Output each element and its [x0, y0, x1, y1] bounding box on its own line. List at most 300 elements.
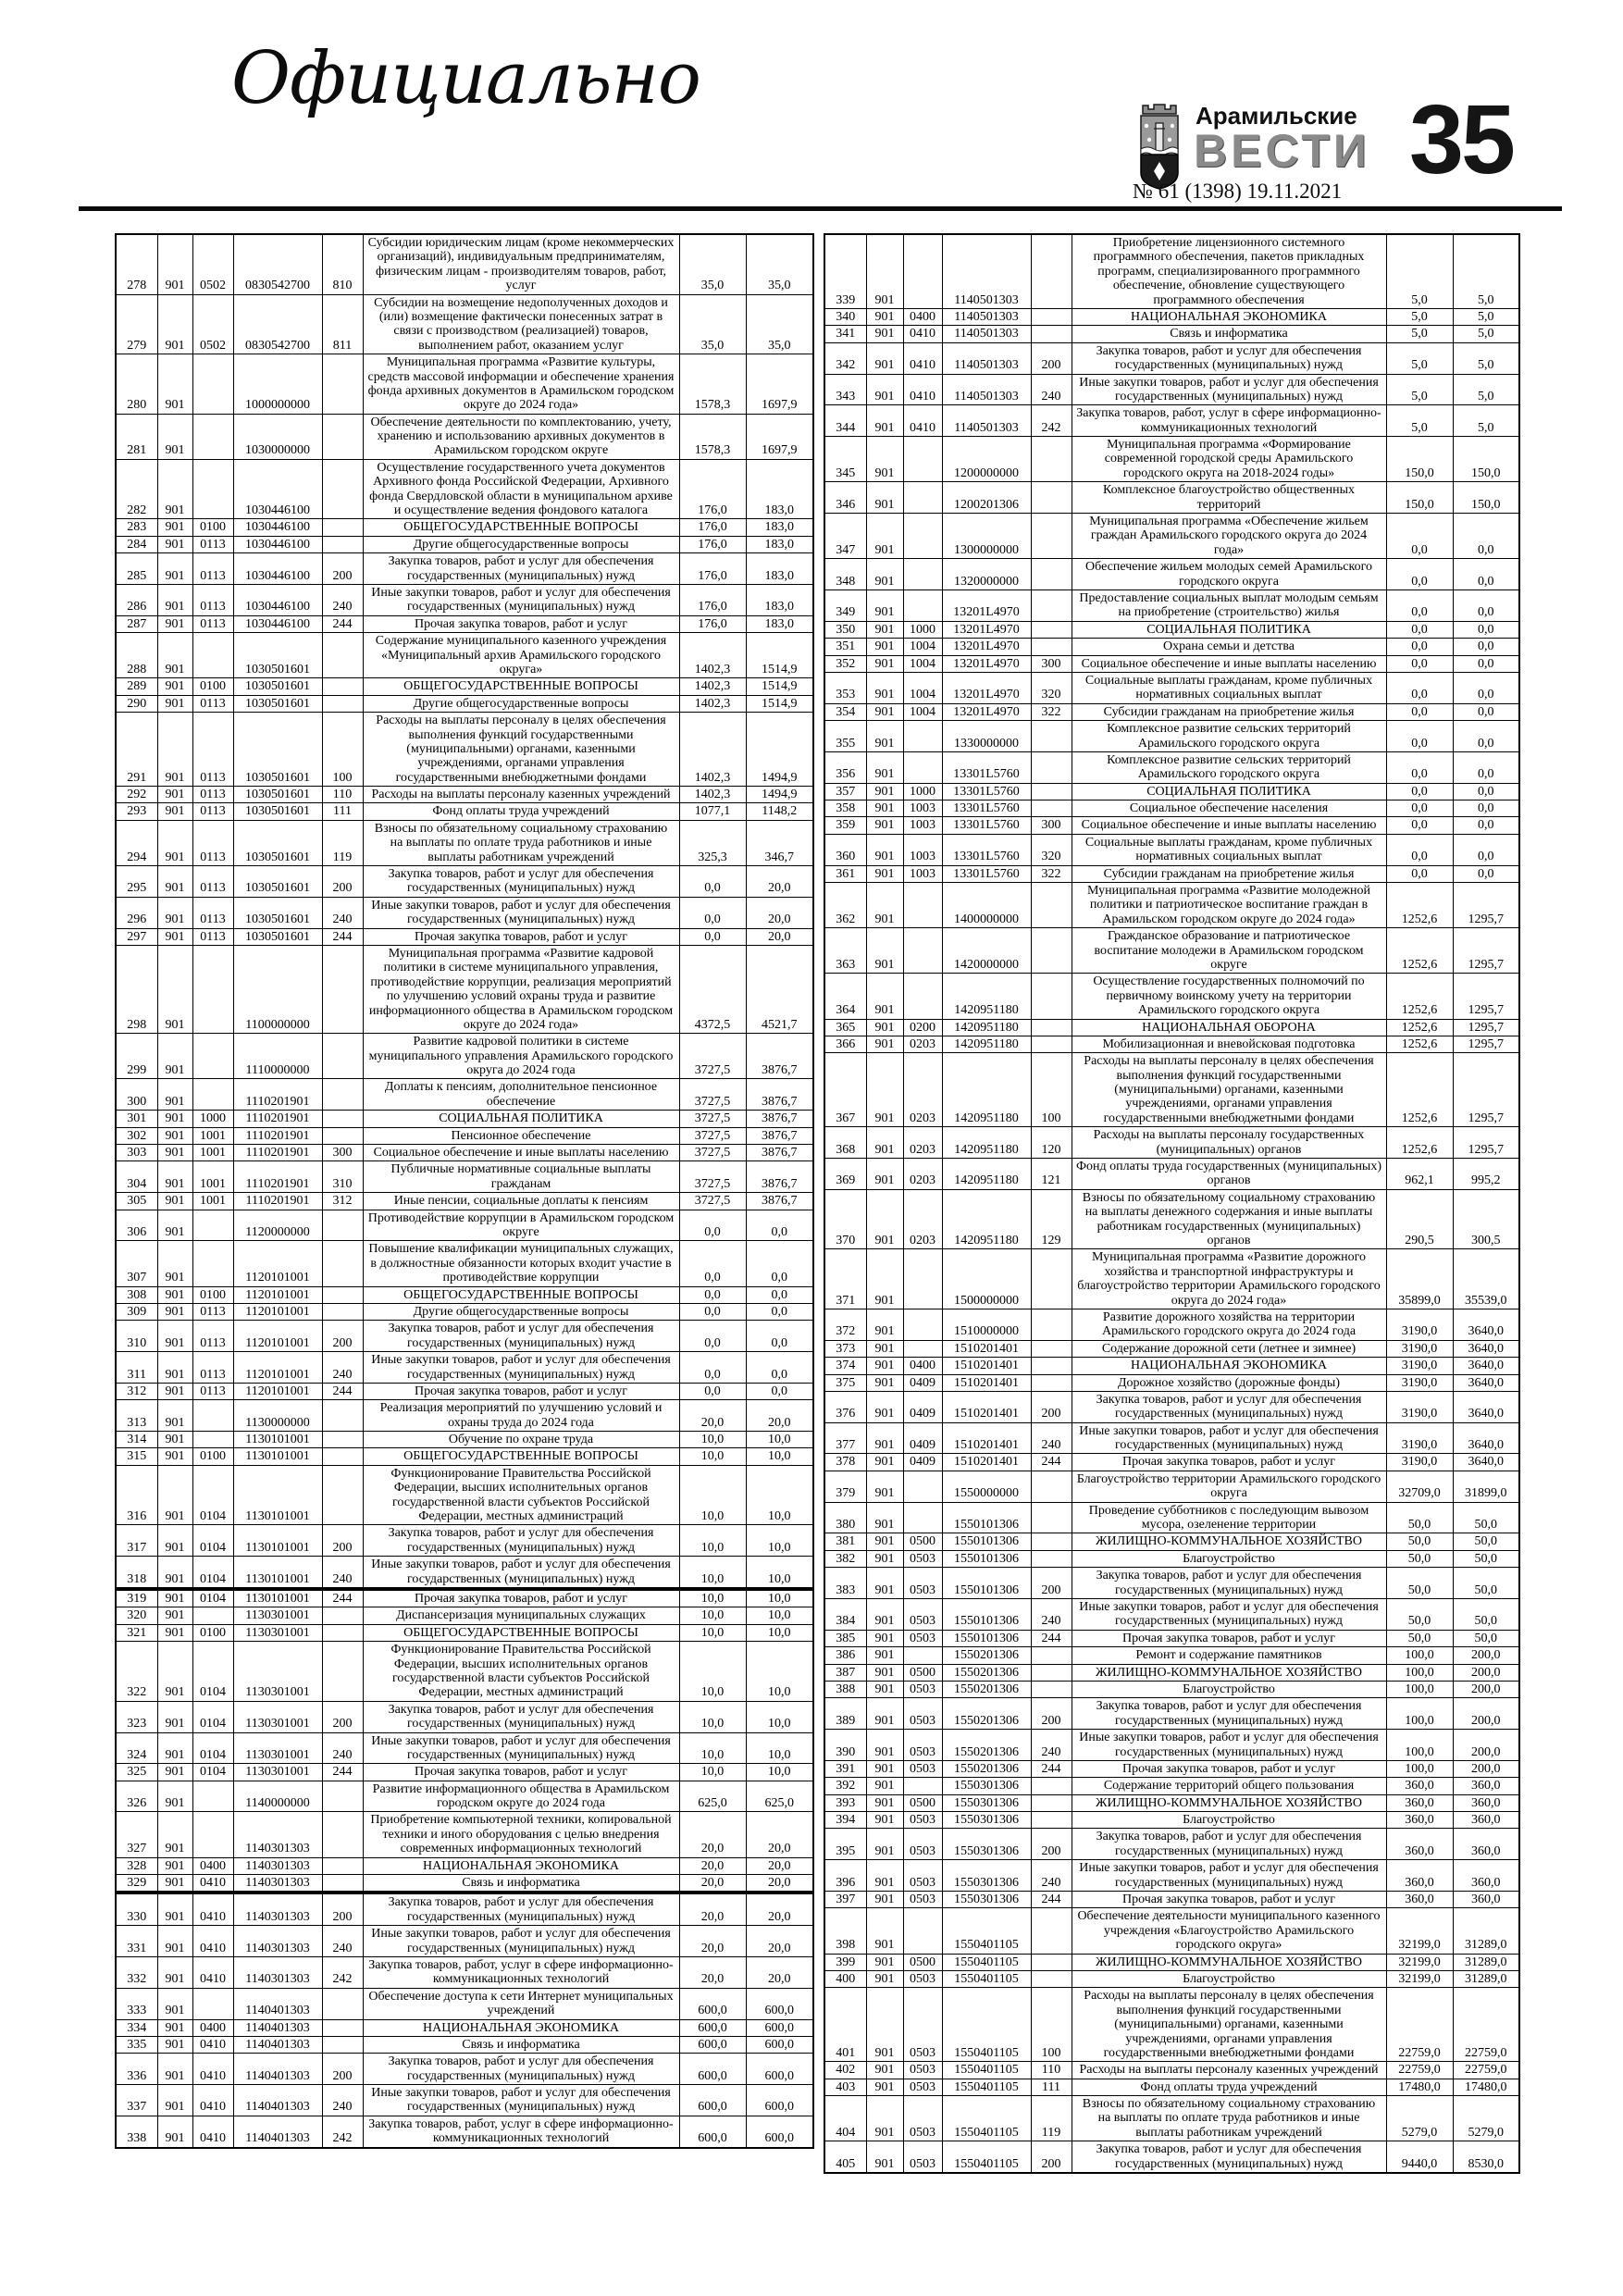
section-code-cell: 0113 — [192, 866, 233, 898]
row-number-cell: 329 — [116, 1875, 157, 1893]
target-article-cell: 1550301306 — [942, 1812, 1031, 1829]
amount-year2-cell: 20,0 — [746, 1956, 813, 1988]
target-article-cell: 1140401303 — [233, 2019, 322, 2036]
row-number-cell: 284 — [116, 536, 157, 552]
row-number-cell: 365 — [824, 1019, 866, 1036]
expense-name-cell: Обеспечение деятельности муниципального казенного учреждения «Благоустройство Арамильского городского округа» — [1072, 1908, 1386, 1954]
section-code-cell — [903, 1340, 942, 1357]
budget-table-row — [824, 1471, 1519, 1502]
expense-name-cell: Фонд оплаты труда учреждений — [363, 803, 679, 820]
grbs-code-cell: 901 — [157, 2054, 192, 2085]
row-number-cell: 371 — [824, 1249, 866, 1309]
grbs-code-cell: 901 — [157, 1303, 192, 1320]
expense-type-cell — [1031, 621, 1072, 638]
target-article-cell: 1030446100 — [233, 536, 322, 552]
amount-year2-cell: 20,0 — [746, 866, 813, 898]
target-article-cell: 1550000000 — [942, 1471, 1031, 1502]
target-article-cell: 1030446100 — [233, 615, 322, 632]
target-article-cell: 1130101001 — [233, 1589, 322, 1607]
row-number-cell: 320 — [116, 1607, 157, 1624]
grbs-code-cell: 901 — [157, 1732, 192, 1764]
grbs-code-cell: 901 — [866, 1681, 903, 1697]
budget-table-row — [824, 1502, 1519, 1533]
budget-table-row — [116, 1432, 813, 1448]
target-article-cell: 1420951180 — [942, 1019, 1031, 1036]
row-number-cell: 296 — [116, 897, 157, 928]
expense-name-cell: Связь и информатика — [1072, 326, 1386, 342]
expense-type-cell — [322, 1857, 363, 1874]
target-article-cell: 1030501601 — [233, 695, 322, 712]
expense-name-cell: Публичные нормативные социальные выплаты гражданам — [363, 1161, 679, 1193]
expense-name-cell: ЖИЛИЩНО-КОММУНАЛЬНОЕ ХОЗЯЙСТВО — [1072, 1664, 1386, 1681]
target-article-cell: 1130101001 — [233, 1525, 322, 1557]
expense-type-cell: 240 — [1031, 1422, 1072, 1454]
section-code-cell: 0409 — [903, 1391, 942, 1422]
expense-type-cell — [322, 1448, 363, 1465]
grbs-code-cell: 901 — [157, 519, 192, 536]
row-number-cell: 335 — [116, 2036, 157, 2053]
row-number-cell: 351 — [824, 639, 866, 655]
section-code-cell: 0503 — [903, 1892, 942, 1908]
expense-type-cell: 310 — [322, 1161, 363, 1193]
budget-table-row — [824, 1598, 1519, 1630]
amount-year2-cell: 10,0 — [746, 1589, 813, 1607]
target-article-cell: 1330000000 — [942, 721, 1031, 752]
row-number-cell: 312 — [116, 1383, 157, 1399]
section-code-cell — [192, 414, 233, 459]
section-code-cell — [903, 514, 942, 559]
expense-name-cell: Иные закупки товаров, работ и услуг для обеспечения государственных (муниципальных) нужд — [363, 1732, 679, 1764]
amount-year2-cell: 31289,0 — [1453, 1970, 1519, 1987]
target-article-cell: 1550401105 — [942, 2141, 1031, 2173]
budget-table-row — [824, 326, 1519, 342]
expense-type-cell — [322, 633, 363, 678]
grbs-code-cell: 901 — [866, 703, 903, 720]
amount-year1-cell: 176,0 — [679, 519, 746, 536]
row-number-cell: 345 — [824, 437, 866, 482]
grbs-code-cell: 901 — [157, 1701, 192, 1732]
row-number-cell: 324 — [116, 1732, 157, 1764]
expense-name-cell: Закупка товаров, работ и услуг для обеспечения государственных (муниципальных) нужд — [363, 1321, 679, 1352]
expense-name-cell: Расходы на выплаты персоналу в целях обеспечения выполнения функций государственными (муниципальными) органами, казенными учреждениями, органами управления государственными внебюджетными фондами — [1072, 1988, 1386, 2062]
target-article-cell: 1100000000 — [233, 945, 322, 1033]
amount-year2-cell: 3640,0 — [1453, 1374, 1519, 1391]
target-article-cell: 1140301303 — [233, 1926, 322, 1957]
grbs-code-cell: 901 — [866, 374, 903, 405]
grbs-code-cell: 901 — [157, 897, 192, 928]
budget-table-row — [116, 897, 813, 928]
section-code-cell: 0410 — [903, 374, 942, 405]
amount-year1-cell: 0,0 — [679, 1286, 746, 1303]
expense-name-cell: Закупка товаров, работ и услуг для обеспечения государственных (муниципальных) нужд — [1072, 1391, 1386, 1422]
amount-year1-cell: 176,0 — [679, 536, 746, 552]
budget-table-row — [824, 437, 1519, 482]
grbs-code-cell: 901 — [157, 1525, 192, 1557]
amount-year1-cell: 3190,0 — [1386, 1358, 1453, 1374]
budget-table-row — [824, 783, 1519, 800]
grbs-code-cell: 901 — [157, 354, 192, 415]
amount-year1-cell: 32199,0 — [1386, 1970, 1453, 1987]
amount-year1-cell: 20,0 — [679, 1812, 746, 1857]
expense-name-cell: Закупка товаров, работ и услуг для обеспечения государственных (муниципальных) нужд — [363, 2054, 679, 2085]
amount-year2-cell: 200,0 — [1453, 1730, 1519, 1761]
target-article-cell: 0830542700 — [233, 294, 322, 354]
section-code-cell: 0503 — [903, 1698, 942, 1730]
section-code-cell — [192, 1034, 233, 1079]
amount-year1-cell: 4372,5 — [679, 945, 746, 1033]
row-number-cell: 315 — [116, 1448, 157, 1465]
amount-year2-cell: 10,0 — [746, 1557, 813, 1589]
expense-type-cell — [1031, 783, 1072, 800]
amount-year2-cell: 183,0 — [746, 553, 813, 585]
grbs-code-cell: 901 — [866, 1502, 903, 1533]
grbs-code-cell: 901 — [866, 1309, 903, 1340]
target-article-cell: 1130301001 — [233, 1607, 322, 1624]
budget-table-row — [116, 1161, 813, 1193]
expense-name-cell: Прочая закупка товаров, работ и услуг — [363, 928, 679, 945]
budget-table-row — [116, 1875, 813, 1893]
amount-year2-cell: 200,0 — [1453, 1698, 1519, 1730]
budget-table-row — [116, 1321, 813, 1352]
expense-type-cell — [1031, 514, 1072, 559]
amount-year2-cell: 3876,7 — [746, 1111, 813, 1127]
grbs-code-cell: 901 — [157, 1875, 192, 1893]
amount-year1-cell: 360,0 — [1386, 1778, 1453, 1794]
expense-name-cell: Закупка товаров, работ и услуг для обеспечения государственных (муниципальных) нужд — [363, 1701, 679, 1732]
row-number-cell: 303 — [116, 1145, 157, 1161]
target-article-cell: 1130101001 — [233, 1465, 322, 1525]
amount-year2-cell: 3876,7 — [746, 1034, 813, 1079]
amount-year2-cell: 50,0 — [1453, 1598, 1519, 1630]
expense-name-cell: Муниципальная программа «Обеспечение жильем граждан Арамильского городского округа до 2024 года» — [1072, 514, 1386, 559]
row-number-cell: 298 — [116, 945, 157, 1033]
amount-year1-cell: 1578,3 — [679, 354, 746, 415]
amount-year1-cell: 20,0 — [679, 1893, 746, 1925]
section-code-cell: 0400 — [192, 2019, 233, 2036]
amount-year2-cell: 0,0 — [746, 1383, 813, 1399]
amount-year1-cell: 10,0 — [679, 1764, 746, 1781]
amount-year2-cell: 0,0 — [1453, 559, 1519, 590]
grbs-code-cell: 901 — [157, 1624, 192, 1641]
expense-type-cell: 100 — [1031, 1053, 1072, 1127]
amount-year1-cell: 50,0 — [1386, 1550, 1453, 1567]
grbs-code-cell: 901 — [866, 721, 903, 752]
row-number-cell: 287 — [116, 615, 157, 632]
amount-year1-cell: 1402,3 — [679, 695, 746, 712]
target-article-cell: 13201L4970 — [942, 672, 1031, 703]
amount-year2-cell: 3640,0 — [1453, 1358, 1519, 1374]
amount-year1-cell: 3727,5 — [679, 1111, 746, 1127]
budget-table-row — [116, 1111, 813, 1127]
budget-table-row — [824, 883, 1519, 928]
amount-year1-cell: 17480,0 — [1386, 2079, 1453, 2095]
target-article-cell: 1550201306 — [942, 1681, 1031, 1697]
budget-table-row — [824, 1127, 1519, 1159]
expense-name-cell: НАЦИОНАЛЬНАЯ ЭКОНОМИКА — [363, 1857, 679, 1874]
section-code-cell: 1004 — [903, 672, 942, 703]
budget-table-row — [116, 1812, 813, 1857]
amount-year1-cell: 3190,0 — [1386, 1309, 1453, 1340]
grbs-code-cell: 901 — [157, 1988, 192, 2019]
budget-table-row — [116, 1286, 813, 1303]
expense-name-cell: ОБЩЕГОСУДАРСТВЕННЫЕ ВОПРОСЫ — [363, 1624, 679, 1641]
expense-type-cell — [322, 414, 363, 459]
section-code-cell — [192, 1607, 233, 1624]
section-code-cell: 0410 — [192, 2116, 233, 2147]
target-article-cell: 1550201306 — [942, 1730, 1031, 1761]
expense-type-cell: 320 — [1031, 672, 1072, 703]
section-code-cell — [192, 1241, 233, 1286]
grbs-code-cell: 901 — [866, 1794, 903, 1811]
grbs-code-cell: 901 — [866, 1954, 903, 1970]
amount-year1-cell: 0,0 — [1386, 783, 1453, 800]
expense-name-cell: Содержание дорожной сети (летнее и зимнее) — [1072, 1340, 1386, 1357]
row-number-cell: 294 — [116, 820, 157, 865]
expense-name-cell: НАЦИОНАЛЬНАЯ ЭКОНОМИКА — [1072, 1358, 1386, 1374]
amount-year2-cell: 5,0 — [1453, 326, 1519, 342]
target-article-cell: 1550201306 — [942, 1698, 1031, 1730]
grbs-code-cell: 901 — [157, 553, 192, 585]
grbs-code-cell: 901 — [866, 1860, 903, 1892]
amount-year2-cell: 1295,7 — [1453, 1053, 1519, 1127]
masthead-issue-line: № 61 (1398) 19.11.2021 — [1133, 180, 1343, 203]
row-number-cell: 344 — [824, 405, 866, 437]
grbs-code-cell: 901 — [157, 678, 192, 695]
amount-year1-cell: 360,0 — [1386, 1812, 1453, 1829]
expense-name-cell: Социальное обеспечение населения — [1072, 800, 1386, 817]
budget-table-row — [824, 234, 1519, 308]
expense-type-cell — [322, 459, 363, 519]
row-number-cell: 323 — [116, 1701, 157, 1732]
grbs-code-cell: 901 — [866, 817, 903, 834]
grbs-code-cell: 901 — [866, 482, 903, 514]
expense-name-cell: Развитие дорожного хозяйства на территории Арамильского городского округа до 2024 года — [1072, 1309, 1386, 1340]
grbs-code-cell: 901 — [157, 294, 192, 354]
grbs-code-cell: 901 — [866, 1127, 903, 1159]
target-article-cell: 1130301001 — [233, 1624, 322, 1641]
target-article-cell: 1550401105 — [942, 2062, 1031, 2079]
row-number-cell: 295 — [116, 866, 157, 898]
header-divider-rule — [79, 206, 1562, 211]
amount-year1-cell: 20,0 — [679, 1857, 746, 1874]
expense-type-cell: 240 — [322, 1732, 363, 1764]
expense-type-cell: 119 — [322, 820, 363, 865]
amount-year2-cell: 360,0 — [1453, 1778, 1519, 1794]
expense-name-cell: Другие общегосударственные вопросы — [363, 695, 679, 712]
expense-type-cell: 300 — [1031, 655, 1072, 672]
row-number-cell: 301 — [116, 1111, 157, 1127]
expense-name-cell: Другие общегосударственные вопросы — [363, 1303, 679, 1320]
expense-type-cell: 200 — [1031, 1568, 1072, 1599]
expense-type-cell: 100 — [1031, 1988, 1072, 2062]
section-code-cell: 0113 — [192, 615, 233, 632]
row-number-cell: 394 — [824, 1812, 866, 1829]
row-number-cell: 391 — [824, 1760, 866, 1777]
expense-type-cell — [322, 1875, 363, 1893]
target-article-cell: 1130301001 — [233, 1642, 322, 1702]
target-article-cell: 13301L5760 — [942, 865, 1031, 882]
budget-table-row — [116, 1034, 813, 1079]
target-article-cell: 1120101001 — [233, 1286, 322, 1303]
expense-type-cell — [1031, 590, 1072, 621]
amount-year2-cell: 600,0 — [746, 2085, 813, 2116]
amount-year2-cell: 10,0 — [746, 1732, 813, 1764]
row-number-cell: 372 — [824, 1309, 866, 1340]
row-number-cell: 336 — [116, 2054, 157, 2085]
budget-table-row — [824, 1988, 1519, 2062]
amount-year2-cell: 0,0 — [1453, 817, 1519, 834]
expense-type-cell — [1031, 234, 1072, 308]
expense-type-cell: 200 — [322, 1525, 363, 1557]
expense-type-cell — [322, 1127, 363, 1144]
section-code-cell — [903, 1471, 942, 1502]
target-article-cell: 1030501601 — [233, 866, 322, 898]
section-code-cell: 0113 — [192, 897, 233, 928]
section-code-cell: 0500 — [903, 1533, 942, 1550]
row-number-cell: 404 — [824, 2096, 866, 2141]
grbs-code-cell: 901 — [157, 2085, 192, 2116]
expense-type-cell — [322, 1607, 363, 1624]
section-code-cell: 0410 — [192, 1893, 233, 1925]
expense-type-cell — [322, 1400, 363, 1432]
amount-year1-cell: 35,0 — [679, 294, 746, 354]
budget-table-row — [116, 1193, 813, 1210]
row-number-cell: 353 — [824, 672, 866, 703]
grbs-code-cell: 901 — [157, 2116, 192, 2147]
budget-table-row — [824, 834, 1519, 865]
expense-name-cell: Благоустройство — [1072, 1550, 1386, 1567]
expense-name-cell: Расходы на выплаты персоналу в целях обеспечения выполнения функций государственными (муниципальными) органами, казенными учреждениями, органами управления государственными внебюджетными фондами — [363, 713, 679, 787]
row-number-cell: 281 — [116, 414, 157, 459]
budget-table-row — [824, 2141, 1519, 2173]
amount-year1-cell: 10,0 — [679, 1607, 746, 1624]
amount-year1-cell: 20,0 — [679, 1400, 746, 1432]
section-code-cell: 0500 — [903, 1954, 942, 1970]
grbs-code-cell: 901 — [157, 1145, 192, 1161]
grbs-code-cell: 901 — [157, 1857, 192, 1874]
expense-type-cell: 244 — [1031, 1630, 1072, 1646]
amount-year1-cell: 50,0 — [1386, 1630, 1453, 1646]
expense-name-cell: Другие общегосударственные вопросы — [363, 536, 679, 552]
target-article-cell: 1400000000 — [942, 883, 1031, 928]
expense-type-cell — [322, 354, 363, 415]
expense-type-cell — [322, 1781, 363, 1812]
target-article-cell: 1550401105 — [942, 1970, 1031, 1987]
amount-year1-cell: 50,0 — [1386, 1533, 1453, 1550]
expense-name-cell: Муниципальная программа «Развитие культуры, средств массовой информации и обеспечение хранения фонда архивных документов в Арамильском городском округе до 2024 года» — [363, 354, 679, 415]
amount-year2-cell: 8530,0 — [1453, 2141, 1519, 2173]
row-number-cell: 337 — [116, 2085, 157, 2116]
row-number-cell: 356 — [824, 751, 866, 783]
row-number-cell: 290 — [116, 695, 157, 712]
target-article-cell: 1120101001 — [233, 1321, 322, 1352]
amount-year2-cell: 0,0 — [746, 1210, 813, 1241]
expense-type-cell — [322, 695, 363, 712]
grbs-code-cell: 901 — [157, 820, 192, 865]
budget-table-row — [116, 1352, 813, 1384]
section-code-cell — [903, 234, 942, 308]
row-number-cell: 350 — [824, 621, 866, 638]
row-number-cell: 383 — [824, 1568, 866, 1599]
amount-year2-cell: 1514,9 — [746, 678, 813, 695]
amount-year2-cell: 1494,9 — [746, 787, 813, 803]
row-number-cell: 308 — [116, 1286, 157, 1303]
row-number-cell: 396 — [824, 1860, 866, 1892]
grbs-code-cell: 901 — [157, 1448, 192, 1465]
grbs-code-cell: 901 — [157, 1241, 192, 1286]
grbs-code-cell: 901 — [157, 1607, 192, 1624]
target-article-cell: 1550401105 — [942, 2079, 1031, 2095]
grbs-code-cell: 901 — [866, 1812, 903, 1829]
amount-year1-cell: 360,0 — [1386, 1860, 1453, 1892]
row-number-cell: 334 — [116, 2019, 157, 2036]
expense-type-cell: 244 — [322, 1764, 363, 1781]
expense-name-cell: Субсидии на возмещение недополученных доходов и (или) возмещение фактически понесенных затрат в связи с производством (реализацией) товаров, выполнением работ, оказанием услуг — [363, 294, 679, 354]
expense-name-cell: Комплексное развитие сельских территорий Арамильского городского округа — [1072, 751, 1386, 783]
amount-year1-cell: 600,0 — [679, 2116, 746, 2147]
amount-year2-cell: 1514,9 — [746, 633, 813, 678]
page-number: 35 — [1409, 85, 1513, 194]
section-code-cell: 0503 — [903, 1829, 942, 1860]
section-code-cell: 0409 — [903, 1454, 942, 1471]
amount-year1-cell: 176,0 — [679, 584, 746, 615]
section-code-cell: 0503 — [903, 1812, 942, 1829]
section-code-cell — [192, 1432, 233, 1448]
expense-type-cell: 244 — [322, 615, 363, 632]
section-code-cell: 0503 — [903, 2062, 942, 2079]
expense-name-cell: ОБЩЕГОСУДАРСТВЕННЫЕ ВОПРОСЫ — [363, 1286, 679, 1303]
expense-name-cell: Иные пенсии, социальные доплаты к пенсиям — [363, 1193, 679, 1210]
amount-year1-cell: 5,0 — [1386, 234, 1453, 308]
expense-name-cell: Диспансеризация муниципальных служащих — [363, 1607, 679, 1624]
expense-name-cell: НАЦИОНАЛЬНАЯ ОБОРОНА — [1072, 1019, 1386, 1036]
expense-name-cell: Осуществление государственного учета документов Архивного фонда Российской Федерации, Архивного фонда Свердловской области в муниципальном архиве и осуществление ведения фондового каталога — [363, 459, 679, 519]
budget-table-row — [116, 1465, 813, 1525]
grbs-code-cell: 901 — [866, 1664, 903, 1681]
grbs-code-cell: 901 — [157, 1956, 192, 1988]
amount-year2-cell: 35,0 — [746, 294, 813, 354]
grbs-code-cell: 901 — [866, 2141, 903, 2173]
grbs-code-cell: 901 — [866, 2062, 903, 2079]
grbs-code-cell: 901 — [866, 1374, 903, 1391]
row-number-cell: 278 — [116, 234, 157, 294]
row-number-cell: 327 — [116, 1812, 157, 1857]
expense-type-cell — [1031, 1954, 1072, 1970]
amount-year2-cell: 0,0 — [1453, 834, 1519, 865]
section-code-cell: 0503 — [903, 1550, 942, 1567]
expense-name-cell: Приобретение лицензионного системного программного обеспечения, пакетов прикладных программ, специализированного программного обеспечение, обновление существующего программного обеспечения — [1072, 234, 1386, 308]
expense-type-cell — [1031, 751, 1072, 783]
expense-type-cell: 244 — [1031, 1454, 1072, 1471]
section-code-cell: 0410 — [192, 2036, 233, 2053]
budget-table-row — [824, 1812, 1519, 1829]
amount-year2-cell: 600,0 — [746, 1988, 813, 2019]
amount-year1-cell: 5,0 — [1386, 308, 1453, 325]
target-article-cell: 1550301306 — [942, 1778, 1031, 1794]
expense-name-cell: Иные закупки товаров, работ и услуг для обеспечения государственных (муниципальных) нужд — [1072, 1598, 1386, 1630]
expense-type-cell — [322, 536, 363, 552]
expense-type-cell: 242 — [322, 2116, 363, 2147]
expense-type-cell: 120 — [1031, 1127, 1072, 1159]
expense-type-cell — [1031, 1471, 1072, 1502]
amount-year2-cell: 0,0 — [1453, 639, 1519, 655]
grbs-code-cell: 901 — [157, 866, 192, 898]
amount-year1-cell: 1252,6 — [1386, 974, 1453, 1019]
expense-name-cell: Социальное обеспечение и иные выплаты населению — [363, 1145, 679, 1161]
amount-year1-cell: 100,0 — [1386, 1647, 1453, 1664]
section-code-cell — [903, 1502, 942, 1533]
amount-year1-cell: 32199,0 — [1386, 1908, 1453, 1954]
